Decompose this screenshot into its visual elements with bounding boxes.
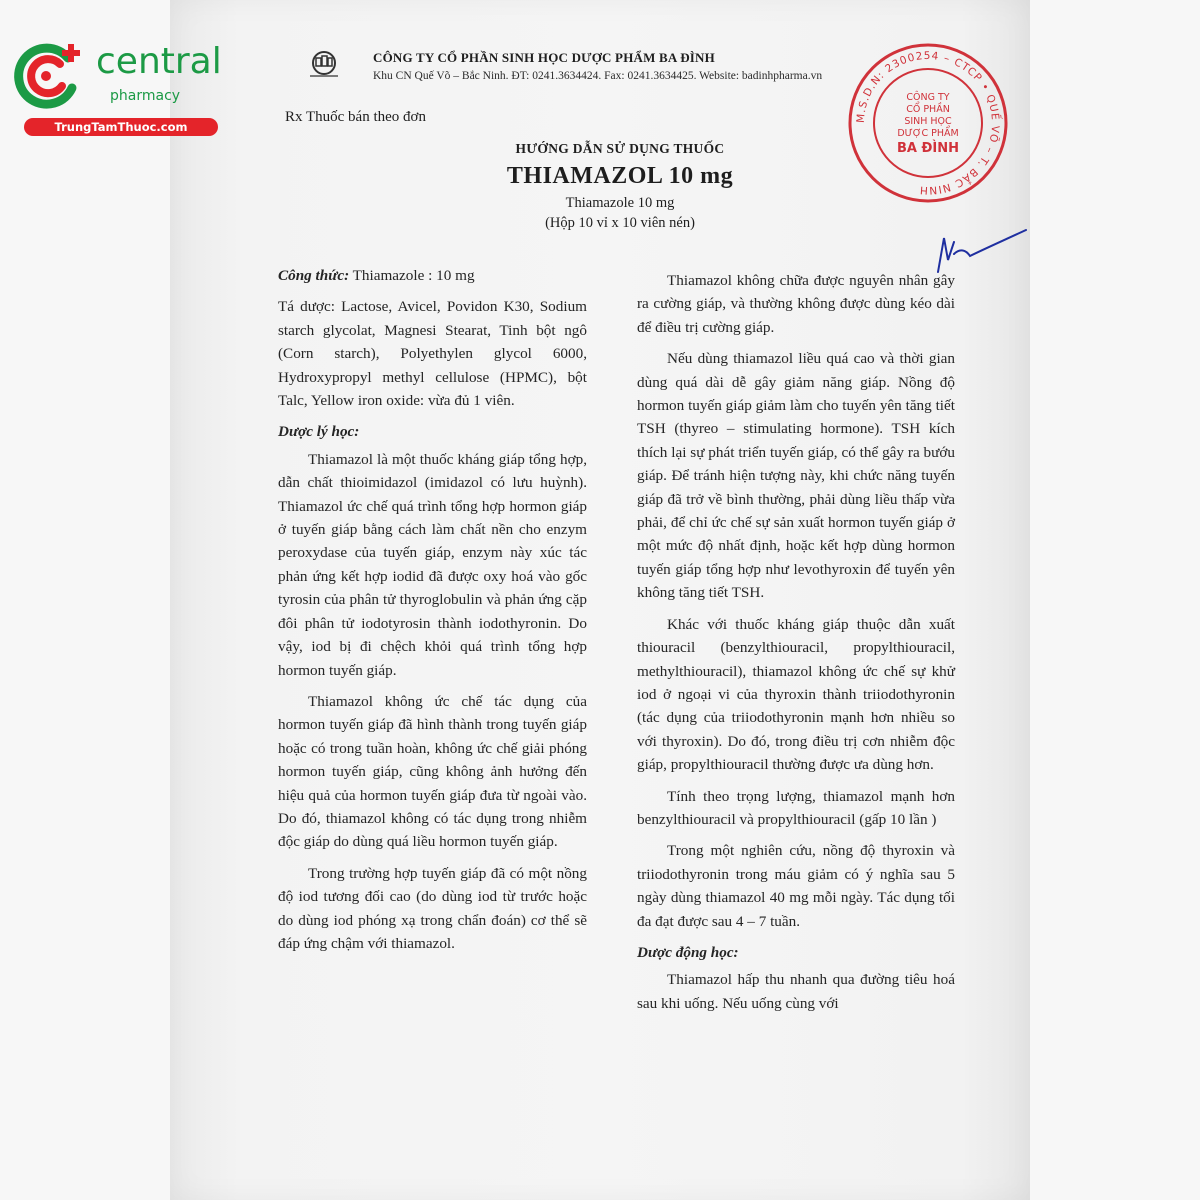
formula-paragraph bbox=[278, 264, 587, 287]
stamp-line-2: CỔ PHẦN bbox=[906, 104, 950, 115]
brand-website: TrungTamThuoc.com bbox=[24, 118, 218, 136]
right-paragraph-5: Trong một nghiên cứu, nồng độ thyroxin và triiodothyronin trong máu giảm có ý nghĩa sau 5 ngày dùng thiamazol 40 mg mỗi ngày. Tác dụng tối đa đạt được sau 4 – 7 tuần. bbox=[637, 842, 955, 930]
pharmacology-heading: Dược lý học: bbox=[278, 423, 360, 441]
company-name: CÔNG TY CỔ PHẦN SINH HỌC DƯỢC PHẨM BA ĐÌNH bbox=[373, 50, 715, 65]
pharmacology-paragraph-3: Trong trường hợp tuyến giáp đã có một nồng độ iod tương đối cao (do dùng iod từ trước hoặc do dùng iod phóng xạ trong chẩn đoán) cơ thể sẽ đáp ứng chậm với thiamazol. bbox=[278, 864, 587, 952]
right-paragraph-3: Khác với thuốc kháng giáp thuộc dẫn xuất thiouracil (benzylthiouracil, propylthiouracil, methylthiouracil), thiamazol không ức chế sự khử iod ở ngoại vi của thyroxin thành triiodothyronin (tác dụng của triiodothyronin mạnh hơn nhiều so với thyroxin). Do đó, trong điều trị cơn nhiễm độc giáp, propylthiouracil thường được ưa dùng hơn. bbox=[637, 615, 955, 774]
stamp-line-4: DƯỢC PHẨM bbox=[897, 128, 959, 139]
generic-name: Thiamazole 10 mg bbox=[565, 195, 675, 211]
right-paragraph-2: Nếu dùng thiamazol liều quá cao và thời gian dùng quá dài dễ gây giảm năng giáp. Nồng độ hormon tuyến giáp giảm làm cho tuyến yên tăng tiết TSH (thyreo – stimulating hormone). TSH kích thích lại sự phát triển tuyến giáp, có thể gây ra bướu giáp. Để tránh hiện tượng này, khi chức năng tuyến giáp đã trở về bình thường, phải dùng liều thấp vừa phải, để chỉ ức chế sự sản xuất hormon tuyến giáp ở một mức độ nhất định, hoặc kết hợp dùng hormon tuyến giáp tổng hợp như levothyroxin để tuyến yên không tăng tiết TSH. bbox=[637, 350, 955, 602]
stamp-line-3: SINH HỌC bbox=[904, 116, 952, 127]
excipients-paragraph: Tá dược: Lactose, Avicel, Povidon K30, Sodium starch glycolat, Magnesi Stearat, Tinh bột ngô (Corn starch), Polyethylen glycol 6000, Hydroxypropyl methyl cellulose (HPMC), bột Talc, Yellow iron oxide: vừa đủ 1 viên. bbox=[278, 298, 587, 410]
left-margin bbox=[0, 0, 170, 1200]
brand-tagline: pharmacy bbox=[110, 88, 181, 104]
pharmacology-paragraph-2: Thiamazol không ức chế tác dụng của hormon tuyến giáp đã hình thành trong tuyến giáp hoặc có trong tuần hoàn, không ức chế giải phóng hormon tuyến giáp, cũng không ảnh hưởng đến hiệu quả của hormon tuyến giáp đưa từ ngoài vào. Do đó, thiamazol không có tác dụng trong nhiễm độc giáp do dùng quá liều hormon tuyến giáp. bbox=[278, 692, 587, 851]
formula-value: Thiamazole : 10 mg bbox=[349, 267, 475, 284]
company-logo-icon bbox=[304, 50, 344, 78]
pharmacology-paragraph-1: Thiamazol là một thuốc kháng giáp tổng hợp, dẫn chất thioimidazol (imidazol có lưu huỳnh). Thiamazol ức chế quá trình tổng hợp hormon giáp ở tuyến giáp bằng cách làm chất nền cho enzym peroxydase của tuyến giáp, enzym này xúc tác phản ứng kết hợp iodid đã được oxy hoá vào gốc tyrosin của phân tử thyroglobulin và phản ứng cặp đôi phân tử iodotyrosin thành iodothyronin. Do vậy, iod bị đi chệch khỏi quá trình tổng hợp hormon tuyến giáp. bbox=[278, 450, 587, 679]
brand-name: central bbox=[96, 41, 222, 82]
formula-label: Công thức: bbox=[278, 267, 350, 284]
rx-label: Rx Thuốc bán theo đơn bbox=[285, 109, 426, 125]
stamp-ring-text: M.S.D.N: 2300254 – CTCP • QUẾ VÕ – T. BẮC NINH bbox=[854, 49, 1002, 197]
pharmacy-logo-mark-icon bbox=[10, 36, 90, 116]
pharmacokinetics-paragraph-1: Thiamazol hấp thu nhanh qua đường tiêu hoá sau khi uống. Nếu uống cùng với bbox=[637, 971, 955, 1012]
right-paragraph-4: Tính theo trọng lượng, thiamazol mạnh hơn benzylthiouracil và propylthiouracil (gấp 10 lần ) bbox=[637, 787, 955, 828]
stamp-line-5: BA ĐÌNH bbox=[897, 141, 959, 156]
left-column bbox=[278, 264, 587, 963]
pharmacokinetics-heading: Dược động học: bbox=[637, 943, 739, 961]
pack-size: (Hộp 10 vỉ x 10 viên nén) bbox=[545, 215, 695, 231]
right-paragraph-1: Thiamazol không chữa được nguyên nhân gây ra cường giáp, và thường không được dùng kéo dài để điều trị cường giáp. bbox=[637, 272, 955, 336]
company-address: Khu CN Quế Võ – Bắc Ninh. ĐT: 0241.3634424. Fax: 0241.3634425. Website: badinhpharma.vn bbox=[373, 70, 823, 82]
product-name: THIAMAZOL 10 mg bbox=[506, 163, 734, 189]
pharmacy-logo bbox=[10, 36, 222, 136]
product-generic bbox=[170, 193, 1070, 233]
stamp-line-1: CÔNG TY bbox=[906, 92, 950, 103]
document-type-heading: HƯỚNG DẪN SỬ DỤNG THUỐC bbox=[515, 141, 725, 156]
right-column bbox=[637, 269, 955, 1023]
